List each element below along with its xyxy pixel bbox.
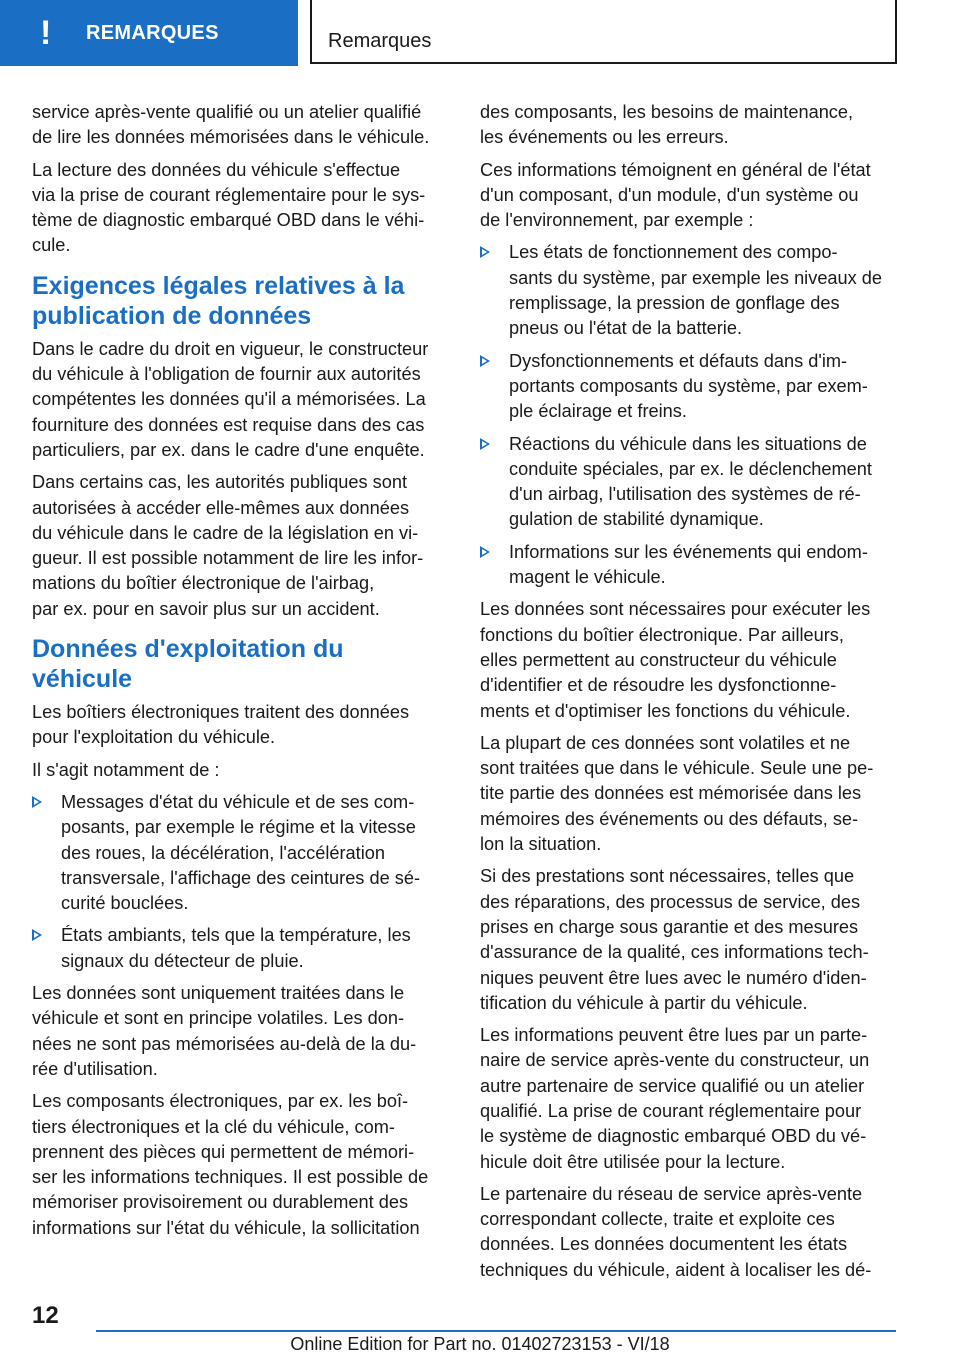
triangle-bullet-icon xyxy=(32,796,42,808)
list-item xyxy=(480,540,898,591)
paragraph: Dans certains cas, les autorités publiques sont autorisées à accéder elle-mêmes aux données du véhicule dans le cadre de la législation en vi- gueur. Il est possible notamment de lire les infor- mations du boîtier électronique de l'airbag, par ex. pour en savoir plus sur un accident. xyxy=(32,472,424,619)
section-heading: Données d'exploitation du véhicule xyxy=(32,635,344,694)
paragraph: Les composants électroniques, par ex. les boî- tiers électroniques et la clé du véhicule, com- prennent des pièces qui permettent de mémori- ser les informations techniques. Il est possible de mémoriser provisoirement ou durablement des informations sur l'état du véhicule, la sollicitation xyxy=(32,1091,429,1238)
paragraph: La lecture des données du véhicule s'effectue via la prise de courant réglementaire pour le sys- tème de diagnostic embarqué OBD dans le véhi- cule. xyxy=(32,159,426,256)
list-item-text: Messages d'état du véhicule et de ses com- posants, par exemple le régime et la vitesse des roues, la décélération, l'accélération transversale, l'affichage des ceintures de sé- curité bouclées. xyxy=(61,791,420,914)
paragraph: Les informations peuvent être lues par un parte- naire de service après-vente du constructeur, un autre partenaire de service qualifié ou un atelier qualifié. La prise de courant réglementaire pour le système de diagnostic embarqué OBD du vé- hicule doit être utilisée pour la lecture. xyxy=(480,1025,870,1172)
paragraph: Si des prestations sont nécessaires, telles que des réparations, des processus de service, des prises en charge sous garantie et des mesures d'assurance de la qualité, ces informations tech- niques peuvent être lues avec le numéro d'iden- tification du véhicule à partir du véhicule. xyxy=(480,866,869,1013)
page-header xyxy=(0,0,960,66)
paragraph: Dans le cadre du droit en vigueur, le constructeur du véhicule à l'obligation de fournir aux autorités compétentes les données qu'il a mémorisées. La fourniture des données est requise dans des cas particuliers, par ex. dans le cadre d'une enquête. xyxy=(32,338,429,460)
left-column xyxy=(32,100,450,1248)
list-item xyxy=(480,432,898,533)
paragraph: Les données sont uniquement traitées dans le véhicule et sont en principe volatiles. Les don- nées ne sont pas mémorisées au-delà de la du- rée d'utilisation. xyxy=(32,983,417,1079)
section-heading: Exigences légales relatives à la publication de données xyxy=(32,271,405,330)
paragraph: Il s'agit notamment de : xyxy=(32,759,220,780)
paragraph: Ces informations témoignent en général de l'état d'un composant, d'un module, d'un système ou de l'environnement, par exemple : xyxy=(480,159,871,231)
paragraph: des composants, les besoins de maintenance, les événements ou les erreurs. xyxy=(480,102,854,148)
bullet-list xyxy=(480,240,898,590)
list-item-text: Les états de fonctionnement des compo- sants du système, par exemple les niveaux de remplissage, la pression de gonflage des pneus ou l'état de la batterie. xyxy=(509,242,883,339)
header-title: Remarques xyxy=(328,30,432,52)
list-item-text: Réactions du véhicule dans les situations de conduite spéciales, par ex. le déclenchement d'un airbag, l'utilisation des systèmes de ré- gulation de stabilité dynamique. xyxy=(509,433,872,530)
list-item-text: Dysfonctionnements et défauts dans d'im- portants composants du système, par exem- ple éclairage et freins. xyxy=(509,350,868,422)
list-item xyxy=(32,923,450,974)
paragraph: Les données sont nécessaires pour exécuter les fonctions du boîtier électronique. Par ailleurs, elles permettent au constructeur du véhicule d'identifier et de résoudre les dysfonctionne- ments et d'optimiser les fonctions du véhicule. xyxy=(480,599,871,721)
triangle-bullet-icon xyxy=(480,246,490,258)
paragraph: La plupart de ces données sont volatiles et ne sont traitées que dans le véhicule. Seule une pe- tite partie des données est mémorisée dans les mémoires des événements ou des défauts, se- lon la situation. xyxy=(480,732,874,855)
edition-footer: Online Edition for Part no. 01402723153 - VI/18 xyxy=(290,1334,670,1354)
page-number: 12 xyxy=(32,1302,59,1329)
list-item-text: États ambiants, tels que la température, les signaux du détecteur de pluie. xyxy=(61,925,411,971)
triangle-bullet-icon xyxy=(480,546,490,558)
footer-divider xyxy=(96,1330,896,1332)
list-item-text: Informations sur les événements qui endom- magent le véhicule. xyxy=(509,541,868,588)
triangle-bullet-icon xyxy=(480,438,490,450)
warning-icon: ! xyxy=(40,14,52,52)
paragraph: service après-vente qualifié ou un atelier qualifié de lire les données mémorisées dans le véhicule. xyxy=(32,102,430,148)
header-title-box xyxy=(310,0,897,64)
bullet-list xyxy=(32,790,450,974)
paragraph: Le partenaire du réseau de service après-vente correspondant collecte, traite et exploite ces données. Les données documentent les états techniques du véhicule, aident à localiser les dé- xyxy=(480,1183,872,1280)
triangle-bullet-icon xyxy=(480,355,490,367)
list-item xyxy=(480,240,898,341)
section-tab xyxy=(0,0,298,66)
list-item xyxy=(32,790,450,916)
section-tab-label: REMARQUES xyxy=(86,22,219,44)
triangle-bullet-icon xyxy=(32,929,42,941)
paragraph: Les boîtiers électroniques traitent des données pour l'exploitation du véhicule. xyxy=(32,702,410,748)
right-column xyxy=(480,100,898,1290)
list-item xyxy=(480,349,898,425)
